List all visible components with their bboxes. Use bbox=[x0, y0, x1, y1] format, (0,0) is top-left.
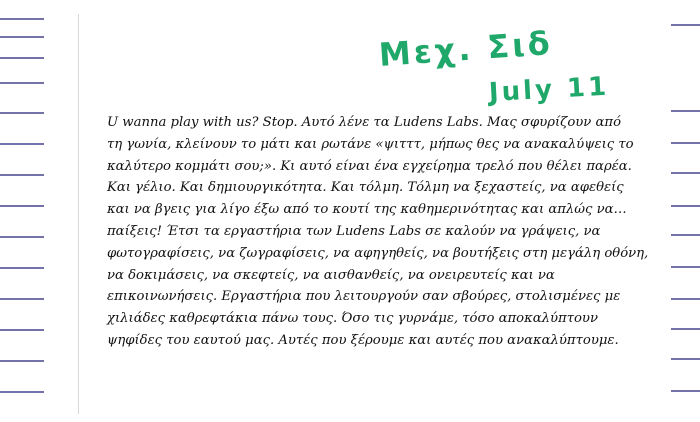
ruled-line bbox=[670, 234, 700, 236]
ruled-line bbox=[0, 57, 44, 59]
article-line: U wanna play with us? Stop. Αυτό λένε τα Ludens Labs. Μας σφυρίζουν από bbox=[107, 115, 622, 130]
ruled-line bbox=[0, 329, 44, 331]
ruled-line bbox=[670, 298, 700, 300]
article-line: τη γωνία, κλείνουν το μάτι και ρωτάνε «ψιτττ, μήπως θες να ανακαλύψεις το bbox=[107, 136, 634, 152]
ruled-line bbox=[0, 174, 44, 176]
article-line: Και γέλιο. Και δημιουργικότητα. Και τόλμη. Τόλμη να ξεχαστείς, να αφεθείς bbox=[107, 180, 624, 196]
ruled-line bbox=[670, 358, 700, 360]
newspaper-clipping bbox=[78, 14, 671, 414]
ruled-line bbox=[0, 298, 44, 300]
ruled-line bbox=[670, 390, 700, 392]
article-paragraph bbox=[107, 112, 667, 352]
ruled-line bbox=[0, 267, 44, 269]
ruled-line bbox=[0, 391, 44, 393]
ruled-line bbox=[0, 360, 44, 362]
handwritten-annotation-source: Μεχ. Σιδ bbox=[377, 23, 554, 74]
ruled-line bbox=[670, 328, 700, 330]
ruled-line bbox=[670, 205, 700, 207]
handwritten-annotation-date: July 11 bbox=[488, 71, 610, 108]
ruled-line bbox=[670, 142, 700, 144]
article-line: χιλιάδες καθρεφτάκια πάνω τους. Όσο τις γυρνάμε, τόσο αποκαλύπτουν bbox=[107, 311, 598, 327]
article-line: καλύτερο κομμάτι σου;». Κι αυτό είναι ένα εγχείρημα τρελό που θέλει παρέα. bbox=[107, 158, 632, 174]
article-line: και να βγεις για λίγο έξω από το κουτί της καθημερινότητας και απλώς να… bbox=[107, 202, 627, 218]
ruled-line bbox=[670, 24, 700, 26]
notebook-ruled-lines-right bbox=[670, 0, 700, 422]
ruled-line bbox=[0, 143, 44, 145]
ruled-line bbox=[0, 205, 44, 207]
notebook-ruled-lines-left bbox=[0, 0, 45, 422]
ruled-line bbox=[0, 236, 44, 238]
article-line: επικοινωνήσεις. Εργαστήρια που λειτουργούν σαν σβούρες, στολισμένες με bbox=[107, 289, 621, 305]
ruled-line bbox=[670, 110, 700, 112]
ruled-line bbox=[670, 266, 700, 268]
ruled-line bbox=[0, 36, 44, 38]
ruled-line bbox=[670, 172, 700, 174]
article-line: φωτογραφίσεις, να ζωγραφίσεις, να αφηγηθείς, να βουτήξεις στη μεγάλη οθόνη, bbox=[107, 245, 649, 261]
article-line: παίξεις! Έτσι τα εργαστήρια των Ludens Labs σε καλούν να γράψεις, να bbox=[107, 223, 601, 239]
ruled-line bbox=[0, 18, 44, 20]
ruled-line bbox=[0, 112, 44, 114]
article-line: ψηφίδες του εαυτού μας. Αυτές που ξέρουμε και αυτές που ανακαλύπτουμε. bbox=[107, 332, 619, 348]
ruled-line bbox=[0, 82, 44, 84]
article-line: να δοκιμάσεις, να σκεφτείς, να αισθανθείς, να ονειρευτείς και να bbox=[107, 267, 555, 283]
